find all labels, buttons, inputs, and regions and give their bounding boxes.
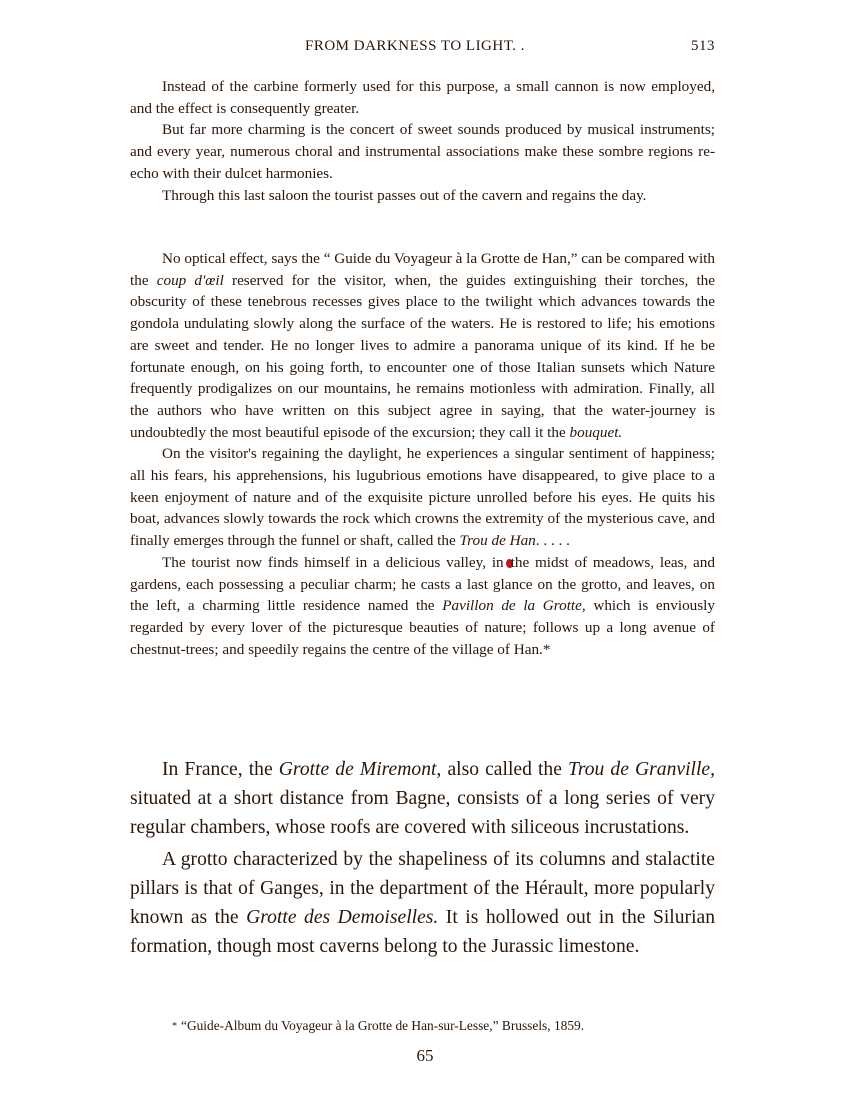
running-header (130, 34, 715, 58)
main-text (130, 756, 715, 966)
running-title: FROM DARKNESS TO LIGHT. . (305, 38, 526, 54)
body-paragraph: A grotto characterized by the shapeliness of its columns and stalactite pillars is that of Ganges, in the department of the Hérault, more popularly known as the Grotte des Demoiselles. It is hollowed out in the Silurian formation, though most caverns belong to the Jurassic limestone. (130, 849, 716, 957)
page-number: 513 (691, 38, 715, 54)
quoted-passage-first (130, 76, 715, 206)
quote-paragraph: No optical effect, says the “ Guide du Voyageur à la Grotte de Han,” can be compared with the coup d'œil reserved for the visitor, when, the guides extinguishing their torches, the obscurity of these tenebrous recesses gives place to the twilight which advances towards the gondola undulating slowly along the surface of the waters. He is restored to life; his emotions are sweet and tender. He no longer lives to admire a panorama unique of its kind. If he be fortunate enough, on his going forth, to encounter one of those Italian sunsets which Nature frequently prodigalizes on our mountains, he remains motionless with admiration. Finally, all the authors who have written on this subject agree in saying, that the water-journey is undoubtedly the most beautiful episode of the excursion; they call it the bouquet. (130, 250, 716, 441)
body-paragraph: In France, the Grotte de Miremont, also called the Trou de Granville, situated at a short distance from Bagne, consists of a long series of very regular chambers, whose roofs are covered with siliceous incrustations. (130, 759, 716, 838)
footnote-marker: * (172, 1021, 177, 1033)
quote-paragraph: But far more charming is the concert of sweet sounds produced by musical instruments; and every year, numerous choral and instrumental associations make these sombre regions re-echo with their dulcet harmonies. (130, 121, 715, 182)
signature-mark: 65 (416, 1046, 434, 1065)
quote-paragraph: The tourist now finds himself in a delicious valley, in the midst of meadows, leas, and gardens, each possessing a peculiar charm; he casts a last glance on the grotto, and leaves, on the left, a charming little residence named the Pavillon de la Grotte, which is enviously regarded by every lover of the picturesque beauties of nature; follows up a long avenue of chestnut-trees; and speedily regains the centre of the village of Han.* (130, 553, 715, 658)
quoted-passage-second (130, 248, 715, 660)
quote-paragraph: Instead of the carbine formerly used for this purpose, a small cannon is now employed, and the effect is consequently greater. (130, 78, 715, 117)
footnote (172, 1018, 584, 1034)
footnote-text: “Guide-Album du Voyageur à la Grotte de Han-sur-Lesse,” Brussels, 1859. (181, 1018, 585, 1033)
quote-paragraph: Through this last saloon the tourist passes out of the cavern and regains the day. (162, 186, 647, 204)
quote-paragraph: On the visitor's regaining the daylight, he experiences a singular sentiment of happiness; all his fears, his apprehensions, his lugubrious emotions have disappeared, to give place to a keen enjoyment of nature and of the exquisite picture unrolled before his eyes. He quits his boat, advances slowly towards the rock which crowns the extremity of the mysterious cave, and finally emerges through the funnel or shaft, called the Trou de Han. . . . . (130, 445, 715, 550)
